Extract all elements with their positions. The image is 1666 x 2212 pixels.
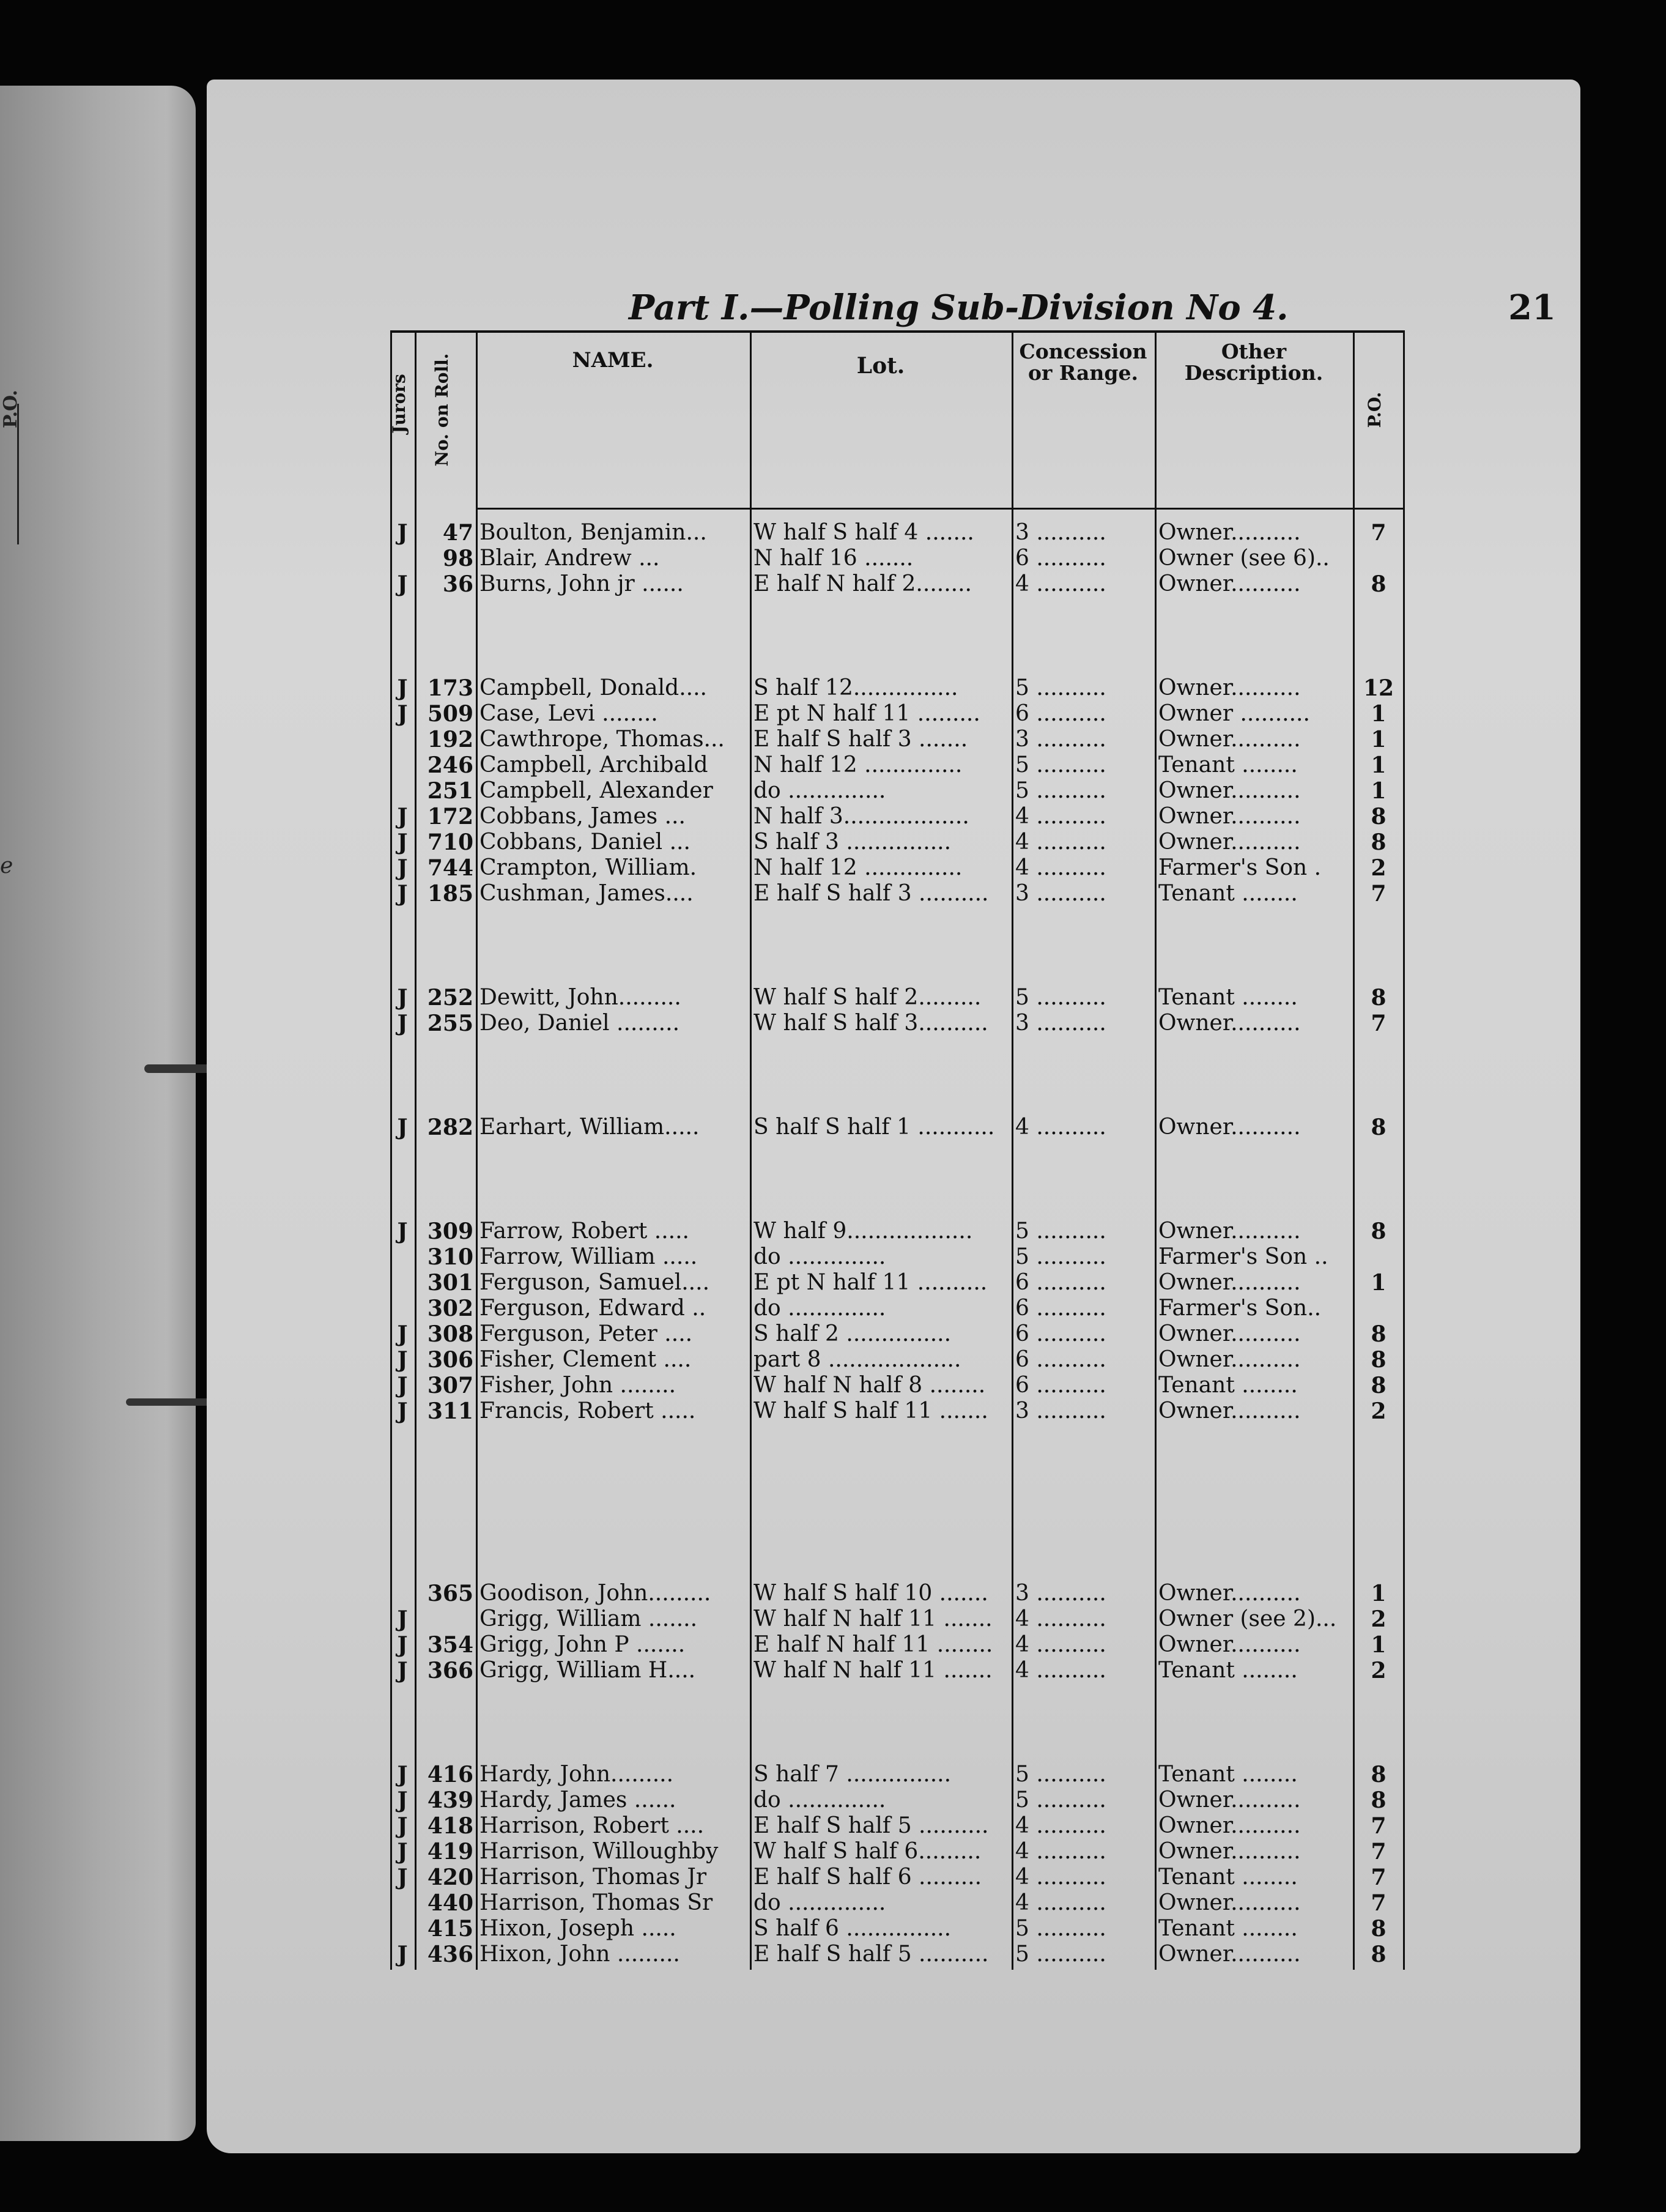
table-row: [390, 675, 1589, 701]
post-office-number: 7: [1371, 881, 1386, 907]
other-description: Farmer's Son..: [1158, 1296, 1322, 1321]
post-office-number: 1: [1371, 1632, 1386, 1658]
lot-description: S half 6 ...............: [753, 1916, 952, 1941]
roll-number: 306: [427, 1347, 473, 1373]
left-page-po-label: P.O.: [0, 390, 21, 428]
roll-number: 509: [427, 701, 473, 727]
concession: 5 ..........: [1015, 1244, 1106, 1269]
voter-name: Case, Levi ........: [479, 701, 658, 726]
table-row: [390, 1581, 1589, 1606]
post-office-number: 7: [1371, 1839, 1386, 1865]
concession: 6 ..........: [1015, 1321, 1106, 1346]
concession: 6 ..........: [1015, 1373, 1106, 1398]
voter-name: Hardy, John.........: [479, 1762, 674, 1787]
post-office-number: 1: [1371, 778, 1386, 804]
table-row: [390, 571, 1589, 597]
juror-mark: J: [397, 881, 408, 907]
table-row: [390, 727, 1589, 752]
lot-description: W half N half 11 .......: [753, 1658, 993, 1683]
voter-name: Cawthrope, Thomas...: [479, 727, 725, 752]
post-office-number: 8: [1371, 1219, 1386, 1244]
juror-mark: J: [397, 1762, 408, 1787]
table-row: [390, 520, 1589, 546]
roll-number: 36: [442, 571, 473, 597]
other-description: Tenant ........: [1158, 1373, 1298, 1398]
voter-name: Harrison, Robert ....: [479, 1813, 705, 1838]
concession: 5 ..........: [1015, 1942, 1106, 1967]
table-row: [390, 1890, 1589, 1916]
juror-mark: J: [397, 1011, 408, 1036]
lot-description: E half N half 11 ........: [753, 1632, 993, 1657]
other-description: Owner..........: [1158, 571, 1301, 596]
lot-description: E half S half 6 .........: [753, 1865, 982, 1890]
concession: 5 ..........: [1015, 1787, 1106, 1813]
post-office-number: 8: [1371, 1942, 1386, 1967]
juror-mark: J: [397, 1865, 408, 1890]
other-description: Owner..........: [1158, 1270, 1301, 1295]
juror-mark: J: [397, 804, 408, 830]
juror-mark: J: [397, 1398, 408, 1424]
juror-mark: J: [397, 675, 408, 701]
lot-description: W half N half 8 ........: [753, 1373, 986, 1398]
other-description: Owner..........: [1158, 1632, 1301, 1657]
juror-mark: J: [397, 701, 408, 727]
lot-description: W half N half 11 .......: [753, 1606, 993, 1631]
voter-name: Cobbans, James ...: [479, 804, 686, 829]
post-office-number: 8: [1371, 1321, 1386, 1347]
col-header-roll: No. on Roll.: [432, 353, 452, 467]
table-row: [390, 1916, 1589, 1942]
post-office-number: 1: [1371, 1270, 1386, 1296]
concession: 3 ..........: [1015, 1398, 1106, 1423]
voter-name: Ferguson, Edward ..: [479, 1296, 706, 1321]
voter-name: Francis, Robert .....: [479, 1398, 696, 1423]
lot-description: S half 12...............: [753, 675, 958, 700]
concession: 5 ..........: [1015, 752, 1106, 778]
juror-mark: J: [397, 1787, 408, 1813]
roll-number: 301: [427, 1270, 473, 1296]
voter-name: Ferguson, Samuel....: [479, 1270, 710, 1295]
lot-description: W half S half 2.........: [753, 985, 982, 1010]
voter-name: Harrison, Thomas Sr: [479, 1890, 713, 1915]
post-office-number: 8: [1371, 804, 1386, 830]
post-office-number: 1: [1371, 727, 1386, 752]
voter-name: Harrison, Willoughby: [479, 1839, 719, 1864]
other-description: Owner..........: [1158, 804, 1301, 829]
juror-mark: J: [397, 1632, 408, 1658]
voter-name: Fisher, Clement ....: [479, 1347, 692, 1372]
other-description: Farmer's Son ..: [1158, 1244, 1328, 1269]
concession: 3 ..........: [1015, 1011, 1106, 1036]
lot-description: part 8 ...................: [753, 1347, 961, 1372]
concession: 5 ..........: [1015, 1762, 1106, 1787]
other-description: Tenant ........: [1158, 1762, 1298, 1787]
voter-name: Goodison, John.........: [479, 1581, 711, 1606]
voter-name: Campbell, Archibald: [479, 752, 708, 778]
lot-description: E pt N half 11 ..........: [753, 1270, 988, 1295]
juror-mark: J: [397, 1373, 408, 1398]
lot-description: E half N half 2........: [753, 571, 972, 596]
voter-name: Blair, Andrew ...: [479, 546, 660, 571]
other-description: Owner..........: [1158, 1581, 1301, 1606]
post-office-number: 8: [1371, 1762, 1386, 1787]
col-header-name: NAME.: [572, 348, 654, 373]
roll-number: 415: [427, 1916, 473, 1942]
table-row: [390, 1270, 1589, 1296]
roll-number: 192: [427, 727, 473, 752]
other-description: Owner..........: [1158, 1813, 1301, 1838]
table-row: [390, 1942, 1589, 1967]
post-office-number: 8: [1371, 1916, 1386, 1942]
lot-description: E half S half 5 ..........: [753, 1813, 989, 1838]
lot-description: S half 2 ...............: [753, 1321, 952, 1346]
concession: 4 ..........: [1015, 1115, 1106, 1140]
post-office-number: 1: [1371, 1581, 1386, 1606]
concession: 4 ..........: [1015, 830, 1106, 855]
voter-name: Harrison, Thomas Jr: [479, 1865, 707, 1890]
lot-description: N half 12 ..............: [753, 752, 963, 778]
lot-description: E half S half 3 ..........: [753, 881, 989, 906]
concession: 4 ..........: [1015, 1658, 1106, 1683]
post-office-number: 7: [1371, 1813, 1386, 1839]
table-row: [390, 1296, 1589, 1321]
post-office-number: 7: [1371, 1011, 1386, 1036]
header-bottom-rule: [476, 508, 1405, 510]
roll-number: 366: [427, 1658, 473, 1683]
lot-description: S half 7 ...............: [753, 1762, 952, 1787]
post-office-number: 1: [1371, 752, 1386, 778]
concession: 6 ..........: [1015, 546, 1106, 571]
post-office-number: 8: [1371, 571, 1386, 597]
table-row: [390, 804, 1589, 830]
post-office-number: 7: [1371, 1865, 1386, 1890]
other-description: Tenant ........: [1158, 752, 1298, 778]
juror-mark: J: [397, 830, 408, 855]
other-description: Owner..........: [1158, 1890, 1301, 1915]
other-description: Owner..........: [1158, 1839, 1301, 1864]
table-row: [390, 1219, 1589, 1244]
table-row: [390, 752, 1589, 778]
juror-mark: J: [397, 1606, 408, 1632]
post-office-number: 8: [1371, 830, 1386, 855]
left-page-fragment: e: [0, 853, 13, 878]
lot-description: S half 3 ...............: [753, 830, 952, 855]
lot-description: do ..............: [753, 778, 886, 803]
roll-number: 308: [427, 1321, 473, 1347]
roll-number: 252: [427, 985, 473, 1011]
roll-number: 744: [427, 855, 473, 881]
voter-name: Deo, Daniel .........: [479, 1011, 680, 1036]
other-description: Tenant ........: [1158, 1658, 1298, 1683]
roll-number: 436: [427, 1942, 473, 1967]
roll-number: 440: [427, 1890, 473, 1916]
concession: 4 ..........: [1015, 1632, 1106, 1657]
post-office-number: 2: [1371, 855, 1386, 881]
lot-description: do ..............: [753, 1244, 886, 1269]
lot-description: do ..............: [753, 1296, 886, 1321]
roll-number: 439: [427, 1787, 473, 1813]
voter-name: Boulton, Benjamin...: [479, 520, 707, 545]
lot-description: W half 9..................: [753, 1219, 973, 1244]
table-row: [390, 1606, 1589, 1632]
concession: 4 ..........: [1015, 1890, 1106, 1915]
roll-number: 302: [427, 1296, 473, 1321]
roll-number: 98: [442, 546, 473, 571]
concession: 4 ..........: [1015, 1606, 1106, 1631]
voter-name: Farrow, William .....: [479, 1244, 698, 1269]
post-office-number: 7: [1371, 520, 1386, 546]
voter-name: Cushman, James....: [479, 881, 694, 906]
voter-name: Grigg, William .......: [479, 1606, 698, 1631]
concession: 4 ..........: [1015, 571, 1106, 596]
other-description: Owner..........: [1158, 830, 1301, 855]
post-office-number: 12: [1363, 675, 1394, 701]
concession: 5 ..........: [1015, 675, 1106, 700]
page-header: [207, 288, 1580, 336]
juror-mark: J: [397, 571, 408, 597]
post-office-number: 7: [1371, 1890, 1386, 1916]
lot-description: S half S half 1 ...........: [753, 1115, 995, 1140]
voters-table: [390, 330, 1589, 1982]
roll-number: 416: [427, 1762, 473, 1787]
other-description: Tenant ........: [1158, 881, 1298, 906]
lot-description: W half S half 3..........: [753, 1011, 988, 1036]
table-row: [390, 830, 1589, 855]
roll-number: 255: [427, 1011, 473, 1036]
table-row: [390, 546, 1589, 571]
table-row: [390, 1244, 1589, 1270]
concession: 4 ..........: [1015, 804, 1106, 829]
juror-mark: J: [397, 855, 408, 881]
concession: 6 ..........: [1015, 1347, 1106, 1372]
other-description: Owner..........: [1158, 1398, 1301, 1423]
roll-number: 251: [427, 778, 473, 804]
juror-mark: J: [397, 1321, 408, 1347]
table-row: [390, 1865, 1589, 1890]
lot-description: N half 3..................: [753, 804, 969, 829]
lot-description: N half 12 ..............: [753, 855, 963, 880]
table-row: [390, 1762, 1589, 1787]
table-row: [390, 881, 1589, 907]
col-header-description: Other Description.: [1184, 340, 1324, 385]
lot-description: W half S half 6.........: [753, 1839, 982, 1864]
juror-mark: J: [397, 1347, 408, 1373]
table-row: [390, 701, 1589, 727]
juror-mark: J: [397, 1839, 408, 1865]
juror-mark: J: [397, 1658, 408, 1683]
roll-number: 354: [427, 1632, 473, 1658]
roll-number: 365: [427, 1581, 473, 1606]
concession: 4 ..........: [1015, 1839, 1106, 1864]
other-description: Owner..........: [1158, 1219, 1301, 1244]
concession: 5 ..........: [1015, 778, 1106, 803]
voter-name: Dewitt, John.........: [479, 985, 681, 1010]
other-description: Farmer's Son .: [1158, 855, 1322, 880]
roll-number: 420: [427, 1865, 473, 1890]
col-header-concession: Concession or Range.: [1019, 340, 1147, 385]
concession: 5 ..........: [1015, 985, 1106, 1010]
table-row: [390, 1839, 1589, 1865]
lot-description: W half S half 4 .......: [753, 520, 974, 545]
lot-description: N half 16 .......: [753, 546, 914, 571]
lot-description: W half S half 11 .......: [753, 1398, 988, 1423]
concession: 5 ..........: [1015, 1219, 1106, 1244]
col-header-po: P.O.: [1364, 392, 1385, 428]
page-title: Part I.—Polling Sub-Division No 4.: [629, 288, 1289, 328]
voter-name: Campbell, Alexander: [479, 778, 713, 803]
table-row: [390, 1011, 1589, 1036]
post-office-number: 8: [1371, 1787, 1386, 1813]
voter-name: Earhart, William.....: [479, 1115, 700, 1140]
post-office-number: 2: [1371, 1658, 1386, 1683]
voter-name: Burns, John jr ......: [479, 571, 684, 596]
roll-number: 246: [427, 752, 473, 778]
table-row: [390, 1632, 1589, 1658]
concession: 6 ..........: [1015, 1296, 1106, 1321]
col-header-jurors: Jurors: [389, 374, 409, 434]
col-header-lot: Lot.: [856, 353, 905, 379]
post-office-number: 8: [1371, 1373, 1386, 1398]
voter-name: Cobbans, Daniel ...: [479, 830, 690, 855]
table-row: [390, 1658, 1589, 1683]
table-row: [390, 855, 1589, 881]
concession: 4 ..........: [1015, 1813, 1106, 1838]
other-description: Owner (see 6)..: [1158, 546, 1330, 571]
concession: 3 ..........: [1015, 881, 1106, 906]
voter-name: Hixon, John .........: [479, 1942, 680, 1967]
voter-name: Farrow, Robert .....: [479, 1219, 689, 1244]
juror-mark: J: [397, 520, 408, 546]
table-row: [390, 1787, 1589, 1813]
register-page: [207, 80, 1580, 2153]
roll-number: 710: [427, 830, 473, 855]
concession: 3 ..........: [1015, 1581, 1106, 1606]
post-office-number: 8: [1371, 1115, 1386, 1140]
post-office-number: 2: [1371, 1398, 1386, 1424]
table-row: [390, 778, 1589, 804]
lot-description: W half S half 10 .......: [753, 1581, 988, 1606]
juror-mark: J: [397, 985, 408, 1011]
other-description: Owner..........: [1158, 1942, 1301, 1967]
voter-name: Grigg, John P .......: [479, 1632, 686, 1657]
table-row: [390, 1115, 1589, 1140]
juror-mark: J: [397, 1115, 408, 1140]
roll-number: 307: [427, 1373, 473, 1398]
juror-mark: J: [397, 1942, 408, 1967]
other-description: Owner..........: [1158, 1347, 1301, 1372]
other-description: Owner..........: [1158, 1115, 1301, 1140]
voter-name: Hardy, James ......: [479, 1787, 676, 1813]
other-description: Owner..........: [1158, 520, 1301, 545]
concession: 6 ..........: [1015, 1270, 1106, 1295]
post-office-number: 1: [1371, 701, 1386, 727]
other-description: Owner..........: [1158, 1321, 1301, 1346]
voter-name: Campbell, Donald....: [479, 675, 707, 700]
other-description: Tenant ........: [1158, 1865, 1298, 1890]
other-description: Tenant ........: [1158, 1916, 1298, 1941]
roll-number: 47: [442, 520, 473, 546]
other-description: Tenant ........: [1158, 985, 1298, 1010]
other-description: Owner (see 2)...: [1158, 1606, 1337, 1631]
roll-number: 419: [427, 1839, 473, 1865]
other-description: Owner..........: [1158, 1011, 1301, 1036]
roll-number: 311: [427, 1398, 473, 1424]
page-number: 21: [1508, 288, 1556, 328]
table-row: [390, 1373, 1589, 1398]
lot-description: E pt N half 11 .........: [753, 701, 980, 726]
juror-mark: J: [397, 1219, 408, 1244]
post-office-number: 2: [1371, 1606, 1386, 1632]
lot-description: E half S half 5 ..........: [753, 1942, 989, 1967]
other-description: Owner..........: [1158, 1787, 1301, 1813]
table-row: [390, 985, 1589, 1011]
roll-number: 309: [427, 1219, 473, 1244]
table-row: [390, 1813, 1589, 1839]
roll-number: 185: [427, 881, 473, 907]
roll-number: 173: [427, 675, 473, 701]
other-description: Owner..........: [1158, 778, 1301, 803]
concession: 6 ..........: [1015, 701, 1106, 726]
lot-description: do ..............: [753, 1787, 886, 1813]
lot-description: E half S half 3 .......: [753, 727, 968, 752]
table-top-rule: [390, 330, 1405, 333]
voter-name: Crampton, William.: [479, 855, 697, 880]
concession: 3 ..........: [1015, 520, 1106, 545]
voter-name: Grigg, William H....: [479, 1658, 696, 1683]
post-office-number: 8: [1371, 1347, 1386, 1373]
concession: 4 ..........: [1015, 1865, 1106, 1890]
roll-number: 282: [427, 1115, 473, 1140]
left-facing-page: [0, 86, 196, 2141]
post-office-number: 8: [1371, 985, 1386, 1011]
roll-number: 310: [427, 1244, 473, 1270]
other-description: Owner..........: [1158, 727, 1301, 752]
concession: 5 ..........: [1015, 1916, 1106, 1941]
roll-number: 172: [427, 804, 473, 830]
other-description: Owner ..........: [1158, 701, 1310, 726]
lot-description: do ..............: [753, 1890, 886, 1915]
other-description: Owner..........: [1158, 675, 1301, 700]
concession: 3 ..........: [1015, 727, 1106, 752]
voter-name: Ferguson, Peter ....: [479, 1321, 693, 1346]
roll-number: 418: [427, 1813, 473, 1839]
concession: 4 ..........: [1015, 855, 1106, 880]
table-row: [390, 1398, 1589, 1424]
table-row: [390, 1321, 1589, 1347]
voter-name: Fisher, John ........: [479, 1373, 676, 1398]
juror-mark: J: [397, 1813, 408, 1839]
voter-name: Hixon, Joseph .....: [479, 1916, 676, 1941]
table-row: [390, 1347, 1589, 1373]
